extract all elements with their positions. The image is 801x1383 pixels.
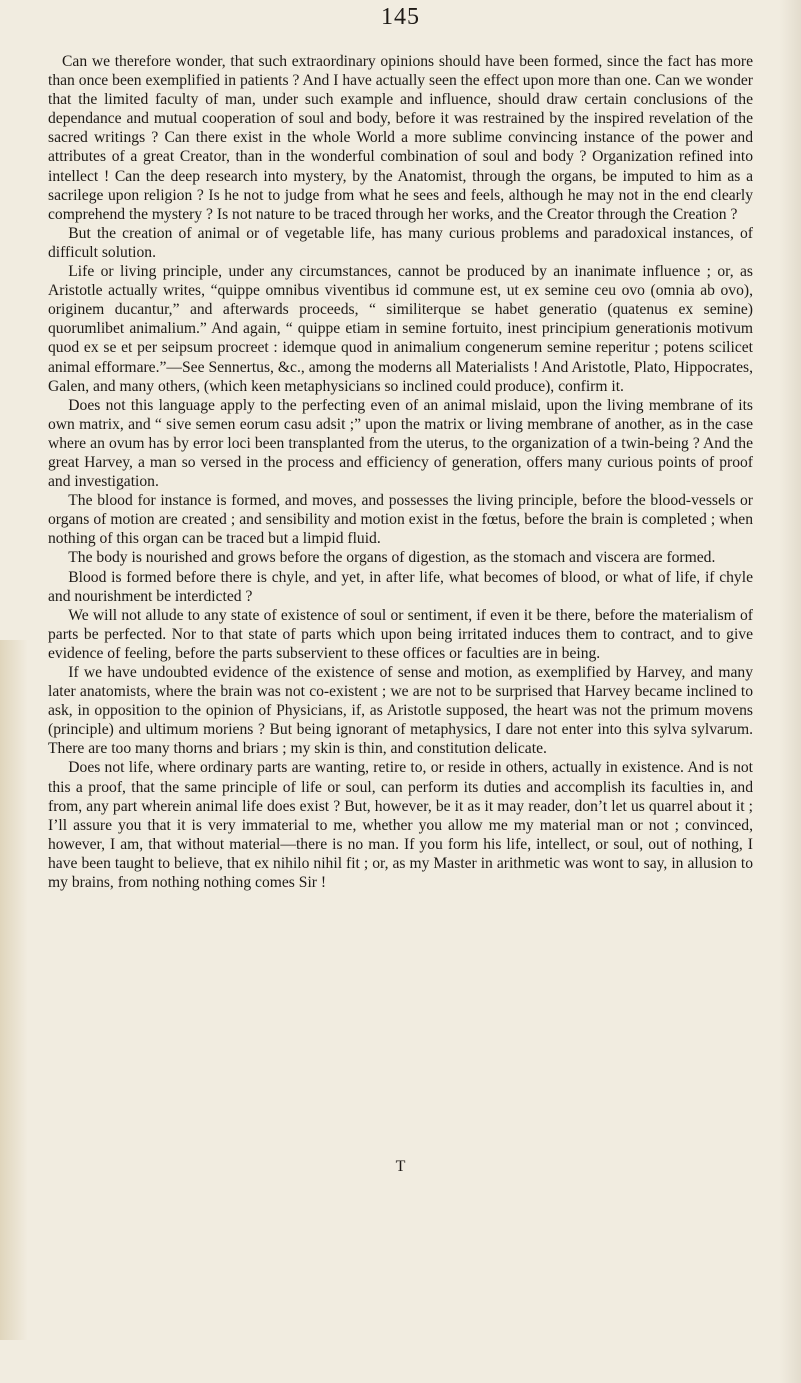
page-stain <box>0 640 28 1340</box>
paragraph: But the creation of animal or of vegetable life, has many curious problems and paradoxical instances, of difficult solution. <box>48 224 753 261</box>
paragraph: Life or living principle, under any circumstances, cannot be produced by an inanimate influence ; or, as Aristotle actually writes, “quippe omnibus viventibus id commune est, ut ex semine ceu ovo (omnia ab ovo), originem ducantur,” and afterwards proceeds, “ similiterque se habet generatio (quatenus ex semine) quorumlibet animalium.” And again, “ quippe etiam in semine fortuito, inest principium generationis motivum quod ex se et per seipsum procreet : idemque quod in animalium congenerum semine reperitur ; potens scilicet animal efformare.”—See Sennertus, &c., among the moderns all Materialists ! And Aristotle, Plato, Hippocrates, Galen, and many others, (which keen metaphysicians so inclined could produce), confirm it. <box>48 263 753 395</box>
body-text <box>48 52 753 892</box>
signature-mark: T <box>395 1158 406 1175</box>
paragraph: If we have undoubted evidence of the existence of sense and motion, as exemplified by Harvey, and many later anatomists, where the brain was not co-existent ; we are not to be surprised that Harvey became inclined to ask, in opposition to the opinion of Physicians, if, as Aristotle supposed, the heart was not the primum movens (principle) and ultimum moriens ? But being ignorant of metaphysics, I dare not enter into this sylva sylvarum. There are too many thorns and briars ; my skin is thin, and constitution delicate. <box>48 664 753 758</box>
page-number: 145 <box>381 4 420 30</box>
paragraph: Does not life, where ordinary parts are wanting, retire to, or reside in others, actually in existence. And is not this a proof, that the same principle of life or soul, can perform its duties and accomplish its faculties in, and from, any part wherein animal life does exist ? But, however, be it as it may reader, don’t let us quarrel about it ; I’ll assure you that it is very immaterial to me, whether you allow me my material man or not ; convinced, however, I am, that without material—there is no man. If you form his life, intellect, or soul, out of nothing, I have been taught to believe, that ex nihilo nihil fit ; or, as my Master in arithmetic was wont to say, in allusion to my brains, from nothing nothing comes Sir ! <box>48 759 753 892</box>
paragraph: The body is nourished and grows before the organs of digestion, as the stomach and viscera are formed. <box>68 549 716 567</box>
paragraph: Blood is formed before there is chyle, and yet, in after life, what becomes of blood, or what of life, if chyle and nourishment be interdicted ? <box>48 568 753 605</box>
paragraph: Does not this language apply to the perfecting even of an animal mislaid, upon the living membrane of its own matrix, and “ sive semen eorum casu adsit ;” upon the matrix or living membrane of another, as in the case where an ovum has by error loci been transplanted from the uterus, to the organization of a twin-being ? And the great Harvey, a man so versed in the process and efficiency of generation, offers many curious points of proof and investigation. <box>48 396 753 491</box>
paragraph: Can we therefore wonder, that such extraordinary opinions should have been formed, since the fact has more than once been exemplified in patients ? And I have actually seen the effect upon more than one. Can we wonder that the limited faculty of man, under such example and influence, should draw certain conclusions of the dependance and mutual cooperation of soul and body, before it was restrained by the inspired revelation of the sacred writings ? Can there exist in the whole World a more sublime convincing instance of the power and attributes of a great Creator, than in the wonderful combination of soul and body ? Organization refined into intellect ! Can the deep research into mystery, by the Anatomist, through the organs, be imputed to him as a sacrilege upon religion ? Is he not to judge from what he sees and feels, although he may not in the end clearly comprehend the mystery ? Is not nature to be traced through her works, and the Creator through the Creation ? <box>48 53 753 223</box>
paragraph: We will not allude to any state of existence of soul or sentiment, if even it be there, before the materialism of parts be perfected. Nor to that state of parts which upon being irritated induces them to contract, and to give evidence of feeling, before the parts subservient to these offices or faculties are in being. <box>48 606 753 662</box>
paragraph: The blood for instance is formed, and moves, and possesses the living principle, before the blood-vessels or organs of motion are created ; and sensibility and motion exist in the fœtus, before the brain is completed ; when nothing of this organ can be traced but a limpid fluid. <box>48 492 753 548</box>
